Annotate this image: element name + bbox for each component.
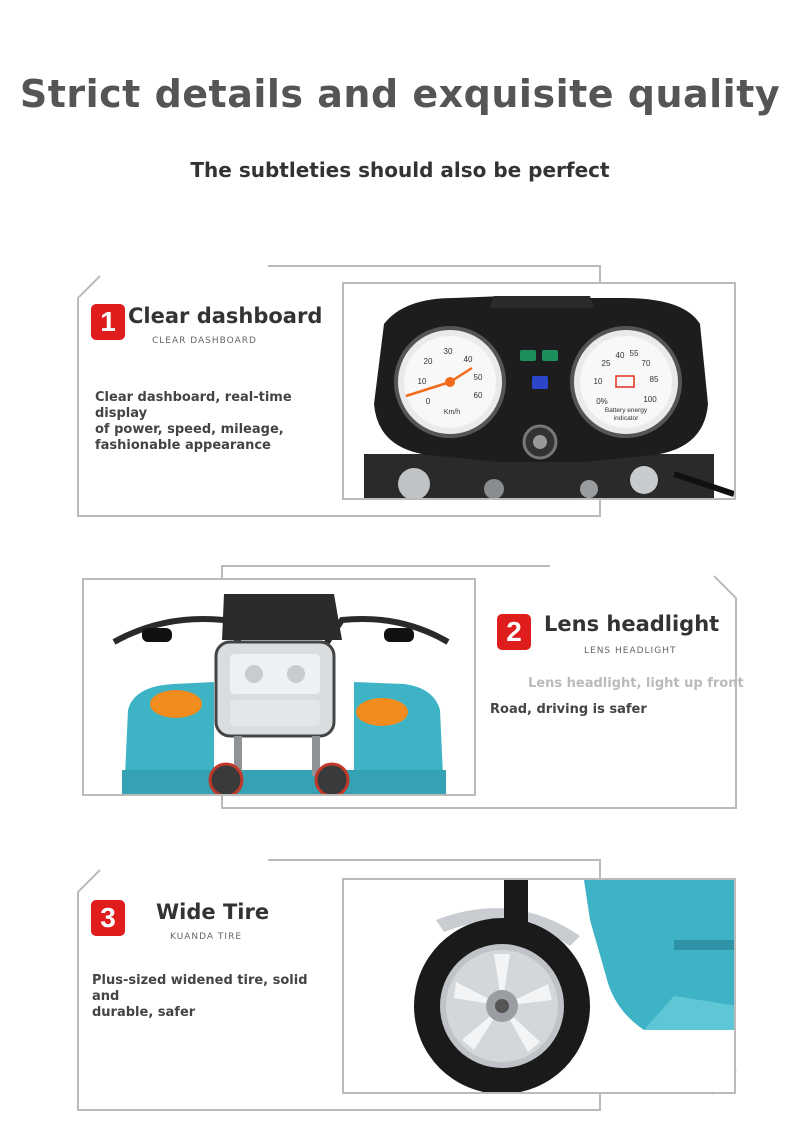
frame-1-top (268, 266, 600, 282)
page-subtitle: The subtleties should also be perfect (190, 158, 610, 182)
left-turn-signal (150, 690, 202, 718)
speedo-tick: 50 (473, 373, 483, 382)
section-1-description-line: fashionable appearance (95, 438, 271, 453)
section-2-title: Lens headlight (544, 612, 720, 636)
dashboard-photo (342, 282, 736, 500)
section-1-title: Clear dashboard (128, 304, 323, 328)
turn-left-indicator-icon (520, 350, 536, 361)
headlight-photo (82, 578, 476, 796)
section-1-badge: 1 (91, 304, 125, 340)
battery-tick: 100 (643, 395, 657, 404)
battery-label: Battery energy (604, 407, 648, 414)
battery-label: indicator (613, 415, 639, 422)
battery-tick: 70 (641, 359, 651, 368)
section-3-title: Wide Tire (156, 900, 270, 924)
speedo-tick: 40 (463, 355, 473, 364)
speedo-tick: 30 (443, 347, 453, 356)
battery-tick: 85 (649, 375, 659, 384)
battery-tick: 40 (615, 351, 625, 360)
speedo-tick: 20 (423, 357, 433, 366)
frame-3-top (268, 860, 600, 878)
section-3-badge: 3 (91, 900, 125, 936)
page-title: Strict details and exquisite quality (19, 72, 781, 116)
right-turn-signal (356, 698, 408, 726)
tire-photo (342, 878, 736, 1094)
section-1-description (95, 390, 335, 454)
section-2-description-line: Lens headlight, light up front (528, 676, 744, 691)
battery-tick: 55 (629, 349, 639, 358)
headlight-indicator-icon (532, 376, 548, 389)
section-1-description-line: Clear dashboard, real-time display (95, 390, 292, 421)
battery-tick: 25 (601, 359, 611, 368)
frame-2-top (222, 566, 550, 578)
section-2-badge: 2 (497, 614, 531, 650)
section-1-subtitle: CLEAR DASHBOARD (152, 336, 257, 346)
speedo-tick: 0 (425, 397, 431, 406)
speed-unit: Km/h (443, 409, 461, 416)
turn-right-indicator-icon (542, 350, 558, 361)
section-3-description-line: durable, safer (92, 1005, 196, 1020)
battery-tick: 0% (596, 397, 608, 406)
speedo-tick: 60 (473, 391, 483, 400)
speedo-tick: 10 (417, 377, 427, 386)
section-2-description-line: Road, driving is safer (490, 702, 647, 717)
battery-tick: 10 (593, 377, 603, 386)
section-3-subtitle: KUANDA TIRE (170, 932, 243, 942)
section-1-description-line: of power, speed, mileage, (95, 422, 284, 437)
section-3-description (92, 973, 332, 1021)
section-2-subtitle: LENS HEADLIGHT (584, 646, 677, 656)
section-3-description-line: Plus-sized widened tire, solid and (92, 973, 308, 1004)
